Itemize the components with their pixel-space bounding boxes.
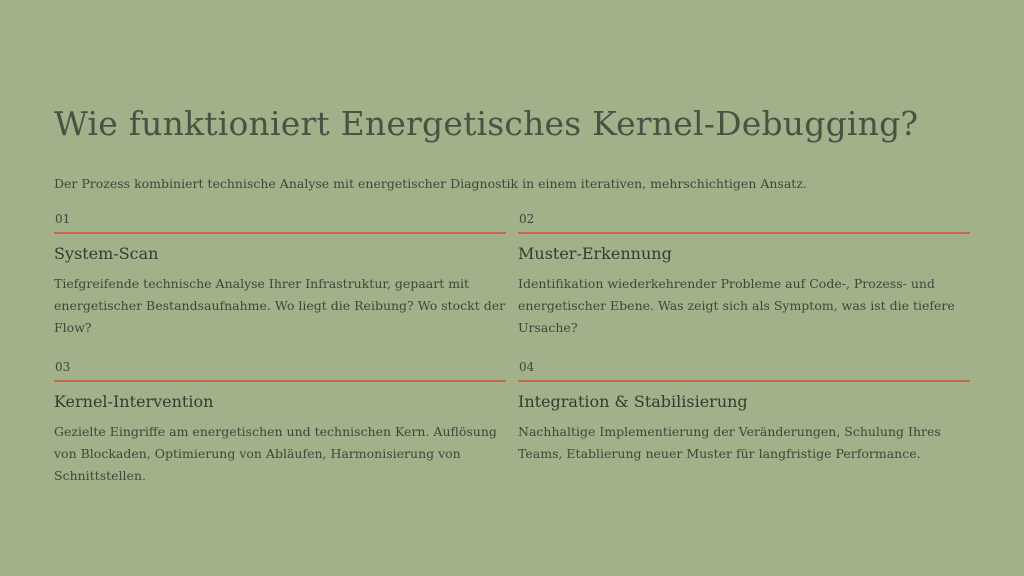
page-subtitle: Der Prozess kombiniert technische Analyse mit energetischer Diagnostik in einem iterativen, mehrschichtigen Ansatz. [54, 176, 807, 191]
step-number: 04 [519, 360, 535, 374]
step-divider [518, 380, 970, 382]
step-description: Identifikation wiederkehrender Probleme auf Code-, Prozess- und energetischer Ebene. Was zeigt sich als Symptom, was ist die tiefere Ursache? [518, 276, 955, 335]
step-description: Tiefgreifende technische Analyse Ihrer Infrastruktur, gepaart mit energetischer Bestandsaufnahme. Wo liegt die Reibung? Wo stockt der Flow? [54, 276, 506, 335]
page-title: Wie funktioniert Energetisches Kernel-Debugging? [54, 104, 919, 143]
step-number: 03 [55, 360, 71, 374]
process-step-4 [518, 359, 970, 465]
step-description: Nachhaltige Implementierung der Veränderungen, Schulung Ihres Teams, Etablierung neuer Muster für langfristige Performance. [518, 424, 941, 461]
step-divider [54, 232, 506, 234]
step-heading: Muster-Erkennung [518, 244, 672, 263]
step-divider [518, 232, 970, 234]
process-step-1 [54, 211, 506, 339]
step-description: Gezielte Eingriffe am energetischen und technischen Kern. Auflösung von Blockaden, Optimierung von Abläufen, Harmonisierung von Schnittstellen. [54, 424, 497, 483]
step-divider [54, 380, 506, 382]
step-number: 02 [519, 212, 535, 226]
process-step-2 [518, 211, 970, 339]
step-heading: System-Scan [54, 244, 159, 263]
step-number: 01 [55, 212, 71, 226]
step-heading: Kernel-Intervention [54, 392, 214, 411]
process-step-3 [54, 359, 506, 487]
step-heading: Integration & Stabilisierung [518, 392, 748, 411]
